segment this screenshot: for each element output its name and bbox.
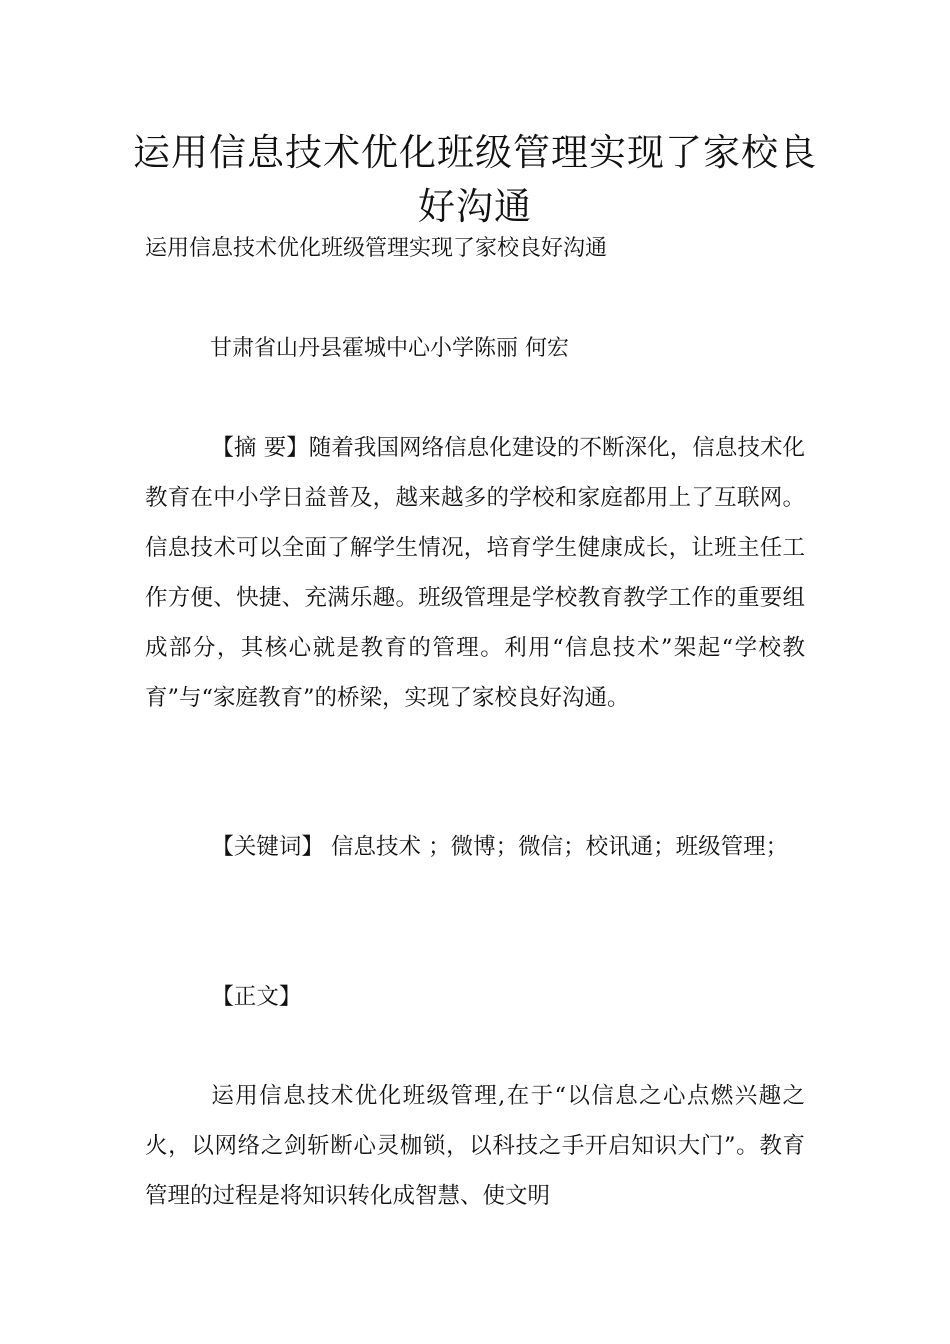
keywords-paragraph: 【关键词】 信息技术 ；微博；微信；校讯通；班级管理； xyxy=(211,834,789,860)
document-subtitle: 运用信息技术优化班级管理实现了家校良好沟通 xyxy=(145,236,608,261)
body-heading: 【正文】 xyxy=(211,984,302,1010)
abstract-paragraph: 【摘 要】随着我国网络信息化建设的不断深化，信息技术化教育在中小学日益普及，越来越多的学校和家庭都用上了互联网。信息技术可以全面了解学生情况，培育学生健康成长，让班主任工作方便、快捷、充满乐趣。班级管理是学校教育教学工作的重要组成部分，其核心就是教育的管理。利用“信息技术”架起“学校教育”与“家庭教育”的桥梁，实现了家校良好沟通。 xyxy=(145,435,805,711)
author-line: 甘肃省山丹县霍城中心小学陈丽 何宏 xyxy=(210,336,569,361)
body-paragraph: 运用信息技术优化班级管理,在于“以信息之心点燃兴趣之火，以网络之剑斩断心灵枷锁，以科技之手开启知识大门”。教育管理的过程是将知识转化成智慧、使文明 xyxy=(145,1083,805,1209)
document-title: 运用信息技术优化班级管理实现了家校良好沟通 xyxy=(133,131,817,228)
